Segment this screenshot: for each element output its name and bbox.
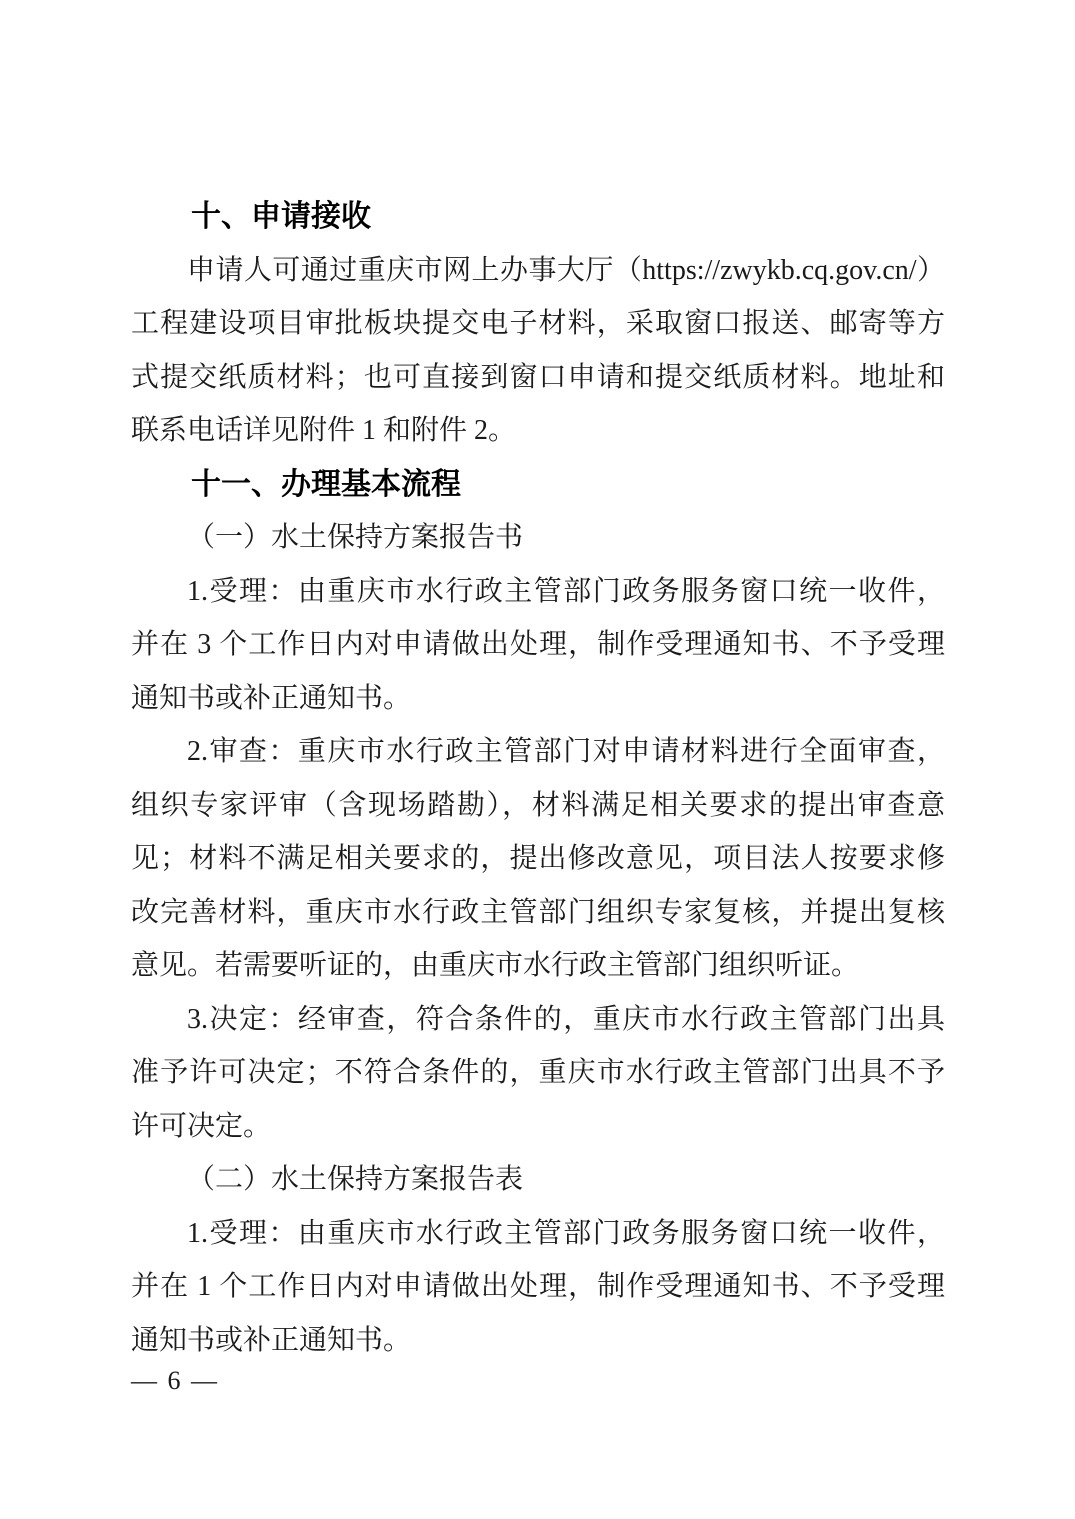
paragraph-line: 通知书或补正通知书。 xyxy=(131,1324,412,1356)
paragraph-line: 并在 3 个工作日内对申请做出处理，制作受理通知书、不予受理 xyxy=(131,629,945,660)
paragraph-line: 2.审查：重庆市水行政主管部门对申请材料进行全面审查， xyxy=(187,736,945,767)
paragraph-line: （二）水土保持方案报告表 xyxy=(187,1164,524,1195)
paragraph-line: 见；材料不满足相关要求的，提出修改意见，项目法人按要求修 xyxy=(131,843,945,874)
document-body xyxy=(131,190,945,1367)
paragraph-line: 并在 1 个工作日内对申请做出处理，制作受理通知书、不予受理 xyxy=(131,1271,945,1302)
paragraph-line: 3.决定：经审查，符合条件的，重庆市水行政主管部门出具 xyxy=(187,1003,945,1035)
paragraph-line: 申请人可通过重庆市网上办事大厅（https://zwykb.cq.gov.cn/） xyxy=(187,254,945,286)
paragraph-line: （一）水土保持方案报告书 xyxy=(187,522,524,553)
paragraph-line: 1.受理：由重庆市水行政主管部门政务服务窗口统一收件， xyxy=(187,575,945,607)
paragraph-line: 意见。若需要听证的，由重庆市水行政主管部门组织听证。 xyxy=(131,950,860,981)
paragraph-line: 改完善材料，重庆市水行政主管部门组织专家复核，并提出复核 xyxy=(131,896,945,928)
paragraph-line: 准予许可决定；不符合条件的，重庆市水行政主管部门出具不予 xyxy=(131,1057,945,1088)
paragraph-line: 式提交纸质材料；也可直接到窗口申请和提交纸质材料。地址和 xyxy=(131,361,945,393)
paragraph-line: 组织专家评审（含现场踏勘），材料满足相关要求的提出审查意 xyxy=(131,789,945,821)
page-number: — 6 — xyxy=(131,1366,219,1395)
section-heading: 十、申请接收 xyxy=(191,200,371,233)
paragraph-line: 联系电话详见附件 1 和附件 2。 xyxy=(131,415,517,446)
paragraph-line: 许可决定。 xyxy=(131,1110,272,1142)
section-heading: 十一、办理基本流程 xyxy=(191,467,461,501)
paragraph-line: 工程建设项目审批板块提交电子材料，采取窗口报送、邮寄等方 xyxy=(131,308,945,339)
paragraph-line: 1.受理：由重庆市水行政主管部门政务服务窗口统一收件， xyxy=(187,1217,945,1249)
paragraph-line: 通知书或补正通知书。 xyxy=(131,682,412,714)
